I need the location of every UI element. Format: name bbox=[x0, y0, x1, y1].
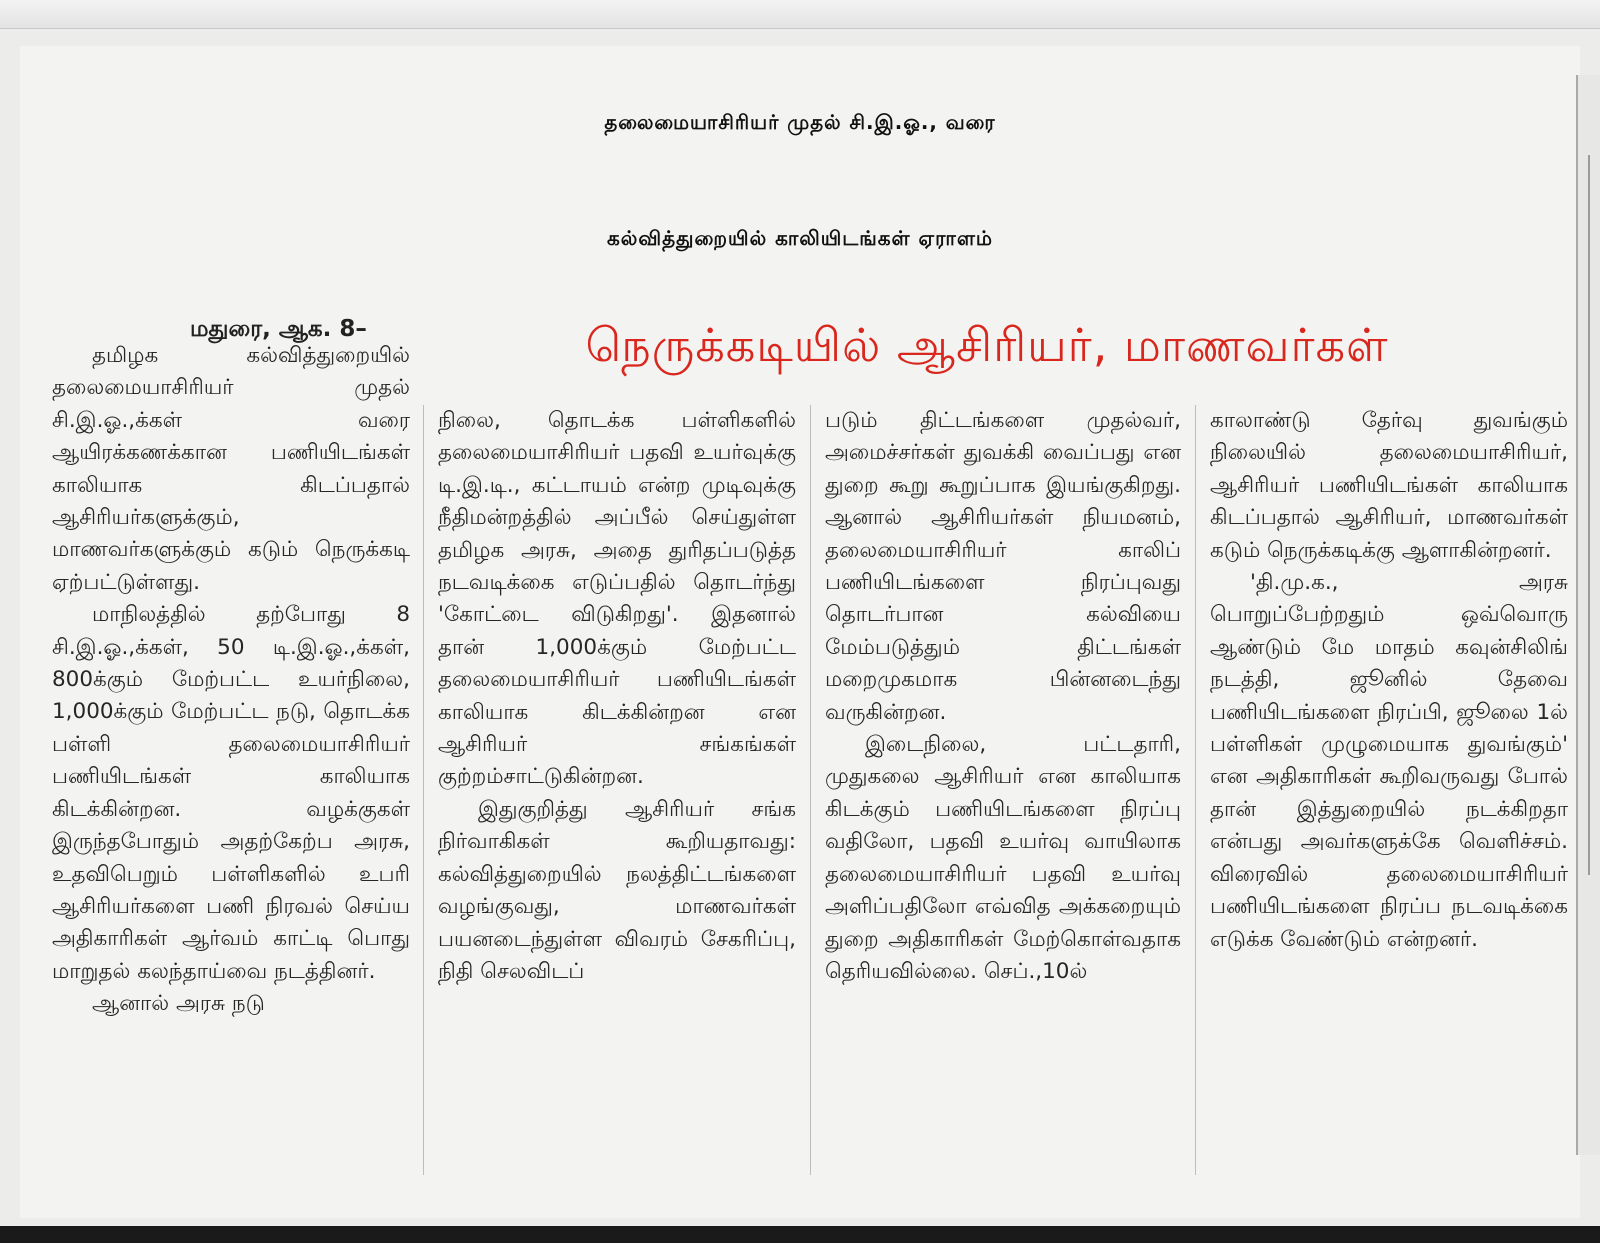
dateline: மதுரை, ஆக. 8– bbox=[190, 316, 367, 342]
article-column-1 bbox=[52, 340, 410, 1210]
paragraph: நிலை, தொடக்க பள்ளிகளில் தலைமையாசிரியர் பதவி உயர்வுக்கு டி.இ.டி., கட்டாயம் என்ற முடிவுக்கு நீதிமன்றத்தில் அப்பீல் செய்துள்ள தமிழக அரசு, அதை துரிதப்படுத்த நடவடிக்கை எடுப்பதில் தொடர்ந்து 'கோட்டை விடுகிறது'. இதனால் தான் 1,000க்கும் மேற்பட்ட தலைமையாசிரியர் பணியிடங்கள் காலியாக கிடக்கின்றன என ஆசிரியர் சங்கங்கள் குற்றம்சாட்டுகின்றன. bbox=[438, 408, 796, 790]
paragraph: தமிழக கல்வித்துறையில் தலைமையாசிரியர் முதல் சி.இ.ஓ.,க்கள் வரை ஆயிரக்கணக்கான பணியிடங்கள் காலியாக கிடப்பதால் ஆசிரியர்களுக்கும், மாணவர்களுக்கும் கடும் நெருக்கடி ஏற்பட்டுள்ளது. bbox=[52, 343, 410, 595]
article-column-4 bbox=[1210, 405, 1568, 1210]
column-divider bbox=[1195, 405, 1196, 1175]
top-border bbox=[0, 0, 1600, 28]
paragraph: இதுகுறித்து ஆசிரியர் சங்க நிர்வாகிகள் கூறியதாவது: கல்வித்துறையில் நலத்திட்டங்களை வழங்குவது, மாணவர்கள் பயனடைந்துள்ள விவரம் சேகரிப்பு, நிதி செலவிடப் bbox=[438, 796, 796, 984]
article-column-3 bbox=[825, 405, 1181, 1210]
paragraph: இடைநிலை, பட்டதாரி, முதுகலை ஆசிரியர் என காலியாக கிடக்கும் பணியிடங்களை நிரப்பு வதிலோ, பதவி உயர்வு வாயிலாக தலைமையாசிரியர் பதவி உயர்வு அளிப்பதிலோ எவ்வித அக்கறையும் துறை அதிகாரிகள் மேற்கொள்வதாக தெரியவில்லை. செப்.,10ல் bbox=[825, 732, 1181, 984]
bottom-border bbox=[0, 1226, 1600, 1243]
paragraph: காலாண்டு தேர்வு துவங்கும் நிலையில் தலைமையாசிரியர், ஆசிரியர் பணியிடங்கள் காலியாக கிடப்பதால் ஆசிரியர், மாணவர்கள் கடும் நெருக்கடிக்கு ஆளாகின்றனர். bbox=[1210, 408, 1568, 563]
page-edge-inner bbox=[1588, 155, 1600, 875]
column-divider bbox=[810, 405, 811, 1175]
paragraph: 'தி.மு.க., அரசு பொறுப்பேற்றதும் ஒவ்வொரு ஆண்டும் மே மாதம் கவுன்சிலிங் நடத்தி, ஜூனில் தேவை பணியிடங்களை நிரப்பி, ஜூலை 1ல் பள்ளிகள் முழுமையாக துவங்கும்' என அதிகாரிகள் கூறிவருவது போல் தான் இத்துறையில் நடக்கிறதா என்பது அவர்களுக்கே வெளிச்சம். விரைவில் தலைமையாசிரியர் பணியிடங்களை நிரப்ப நடவடிக்கை எடுக்க வேண்டும் என்றனர். bbox=[1210, 570, 1568, 952]
paragraph: படும் திட்டங்களை முதல்வர், அமைச்சர்கள் துவக்கி வைப்பது என துறை கூறு கூறுப்பாக இயங்குகிறது. ஆனால் ஆசிரியர்கள் நியமனம், தலைமையாசிரியர் காலிப் பணியிடங்களை நிரப்புவது தொடர்பான கல்வியை மேம்படுத்தும் திட்டங்கள் மறைமுகமாக பின்னடைந்து வருகின்றன. bbox=[825, 408, 1181, 725]
headline-line-1: தலைமையாசிரியர் முதல் சி.இ.ஓ., வரை bbox=[604, 110, 996, 134]
column-divider bbox=[423, 405, 424, 1175]
article-column-2 bbox=[438, 405, 796, 1210]
subheadline: நெருக்கடியில் ஆசிரியர், மாணவர்கள் bbox=[585, 318, 1389, 372]
headline-line-2: கல்வித்துறையில் காலியிடங்கள் ஏராளம் bbox=[606, 226, 994, 250]
paragraph: ஆனால் அரசு நடு bbox=[92, 991, 265, 1017]
paragraph: மாநிலத்தில் தற்போது 8 சி.இ.ஓ.,க்கள், 50 டி.இ.ஓ.,க்கள், 800க்கும் மேற்பட்ட உயர்நிலை, 1,000க்கும் மேற்பட்ட நடு, தொடக்க பள்ளி தலைமையாசிரியர் பணியிடங்கள் காலியாக கிடக்கின்றன. வழக்குகள் இருந்தபோதும் அதற்கேற்ப அரசு, உதவிபெறும் பள்ளிகளில் உபரி ஆசிரியர்களை பணி நிரவல் செய்ய அதிகாரிகள் ஆர்வம் காட்டி பொது மாறுதல் கலந்தாய்வை நடத்தினர். bbox=[52, 602, 410, 984]
